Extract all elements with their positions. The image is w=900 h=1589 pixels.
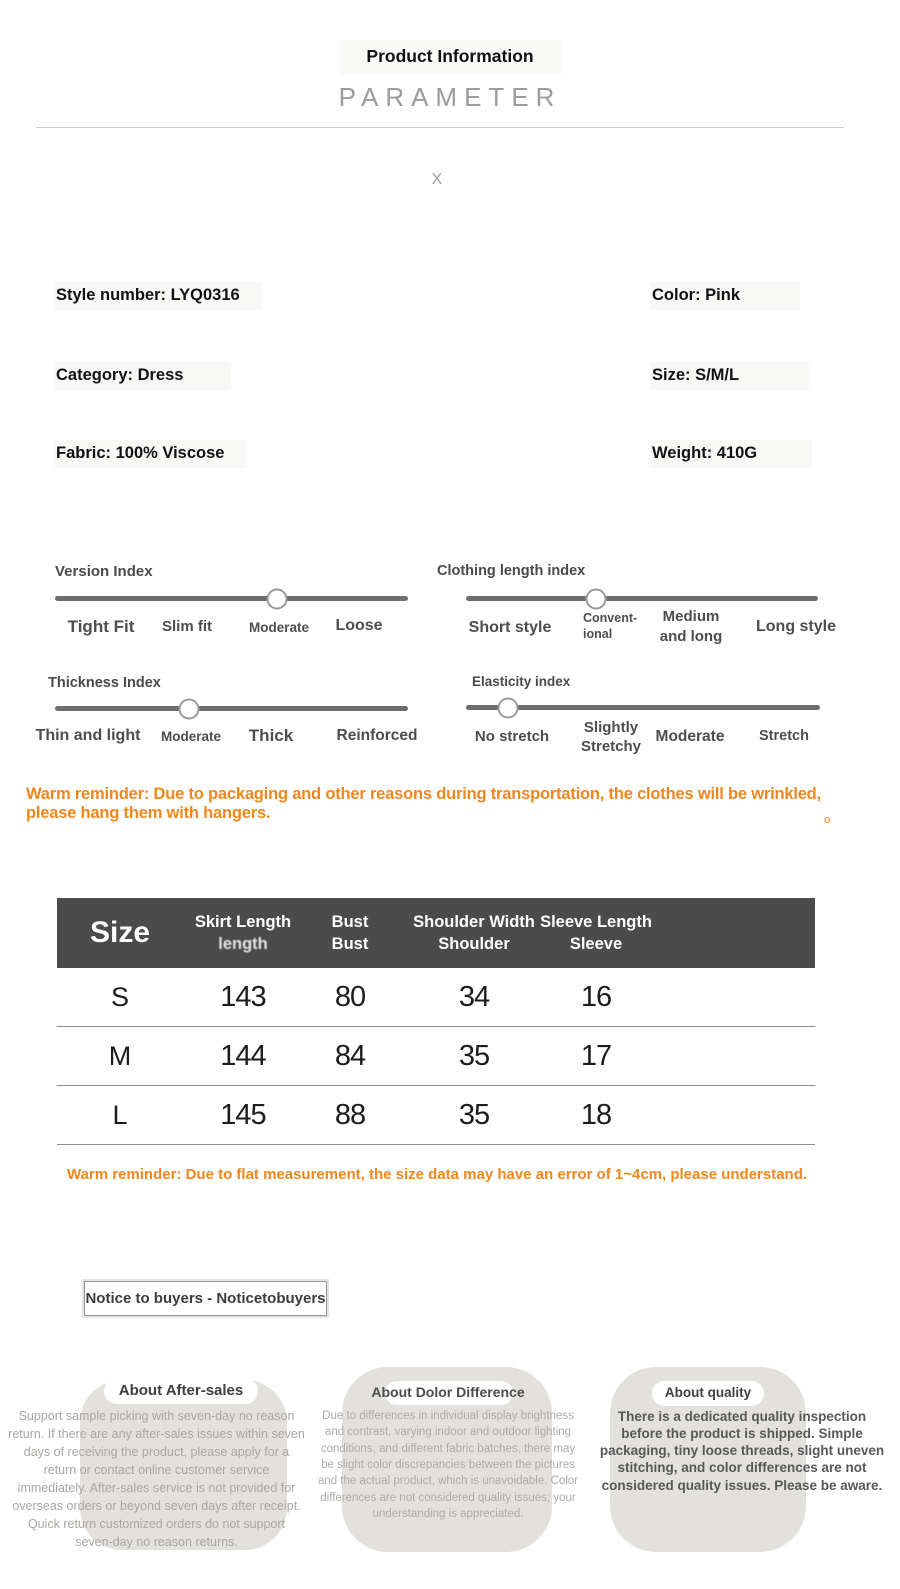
cell-skirt-length: 143 [220, 980, 266, 1013]
cell-shoulder: 35 [458, 1039, 490, 1072]
cell-size: L [112, 1099, 128, 1130]
attribute-fabric [54, 444, 246, 463]
header-line: Shoulder Width [413, 912, 535, 931]
size-table-header [57, 898, 815, 968]
slider-label-thin-and-light: Thin and light [35, 727, 141, 744]
card-color-difference-title: About Dolor Difference [371, 1384, 525, 1400]
header-cell-bust [303, 898, 397, 968]
slider-knob-thickness [179, 698, 200, 719]
slider-label-slightly-stretchy [581, 719, 641, 757]
slider-label-moderate-2: Moderate [160, 729, 222, 744]
card-quality-title: About quality [664, 1385, 752, 1400]
card-after-sales-title: About After-sales [118, 1382, 244, 1399]
header-divider [36, 127, 844, 128]
attribute-weight [650, 444, 812, 463]
label-line: and long [659, 627, 723, 645]
slider-label-conventional [583, 611, 637, 642]
slider-title-elasticity: Elasticity index [472, 674, 571, 689]
cell-sleeve: 18 [580, 1098, 612, 1131]
slider-label-medium-and-long [660, 607, 723, 646]
warm-reminder-packaging [26, 785, 856, 824]
attribute-text: Category: Dress [54, 362, 231, 390]
attribute-text: Weight: 410G [650, 440, 812, 468]
header-cell-empty [641, 898, 815, 968]
label-line: Medium [662, 608, 720, 625]
slider-label-moderate-3: Moderate [655, 728, 725, 745]
cell-skirt-length: 144 [220, 1039, 266, 1072]
slider-label-thick: Thick [248, 726, 294, 745]
page-title-text: Product Information [338, 40, 561, 75]
slider-label-loose: Loose [335, 617, 383, 634]
slider-label-reinforced: Reinforced [336, 727, 418, 744]
slider-label-stretch: Stretch [759, 728, 809, 744]
notice-to-buyers-box: Notice to buyers - Noticetobuyers [84, 1281, 327, 1316]
card-after-sales-body: Support sample picking with seven-day no reason return. If there are any after-sales issues within seven days of receiving the product, please apply for a return or contact online customer service immediately. After-sales service is not provided for overseas orders or beyond seven days after receipt. Quick return customized orders do not support seven-day no reason returns. [8, 1409, 305, 1549]
cell-bust: 80 [334, 980, 366, 1013]
cell-bust: 88 [334, 1098, 366, 1131]
slider-label-moderate: Moderate [248, 620, 310, 635]
header-line: Sleeve Length [540, 912, 652, 931]
slider-track-version-index [55, 596, 408, 601]
label-line: Convent- [583, 611, 638, 625]
slider-title-version-index: Version Index [55, 563, 153, 580]
attribute-size [650, 366, 809, 385]
cell-sleeve: 16 [580, 980, 612, 1013]
table-row-s [57, 968, 815, 1027]
slider-label-long-style: Long style [755, 618, 837, 635]
slider-track-clothing-length [466, 596, 818, 601]
cell-size: S [110, 981, 129, 1012]
header-cell-size: Size [89, 915, 151, 949]
cell-bust: 84 [334, 1039, 366, 1072]
cell-skirt-length: 145 [220, 1098, 266, 1131]
cell-size: M [108, 1040, 132, 1071]
cell-sleeve: 17 [580, 1039, 612, 1072]
reminder-line: please hang them with hangers. [26, 804, 271, 823]
label-line: Stretchy [580, 737, 642, 755]
attribute-text: Size: S/M/L [650, 362, 809, 390]
attribute-text: Color: Pink [650, 282, 800, 310]
attribute-style-number [54, 286, 262, 305]
slider-track-elasticity [466, 705, 820, 710]
attribute-category [54, 366, 231, 385]
reminder-line: Warm reminder: Due to packaging and other reasons during transportation, the clothes will be wrinkled, [26, 785, 821, 803]
slider-knob-clothing-length [586, 588, 607, 609]
header-line: Bust [331, 912, 369, 931]
table-row-m [57, 1027, 815, 1086]
slider-label-short-style: Short style [468, 619, 552, 636]
slider-label-no-stretch: No stretch [474, 728, 550, 745]
page-title [0, 40, 900, 75]
label-line: ional [583, 626, 613, 641]
slider-label-slim-fit: Slim fit [161, 618, 213, 635]
watermark-x: X [431, 171, 443, 188]
table-row-l [57, 1086, 815, 1145]
cell-shoulder: 35 [458, 1098, 490, 1131]
slider-knob-version-index [267, 588, 288, 609]
slider-title-clothing-length: Clothing length index [437, 563, 586, 579]
label-line: Slightly [583, 719, 639, 736]
card-quality-body: There is a dedicated quality inspection before the product is shipped. Simple packaging, tiny loose threads, slight uneven stitching, and color differences are not considered quality issues. Please be aware. [599, 1409, 885, 1493]
parameter-subtitle: PARAMETER [338, 82, 562, 112]
header-line: Shoulder [438, 935, 510, 953]
slider-track-thickness [55, 706, 408, 711]
header-line: Bust [331, 935, 369, 953]
cell-empty [641, 1027, 815, 1085]
attribute-text: Style number: LYQ0316 [54, 282, 262, 310]
header-cell-shoulder [397, 898, 551, 968]
header-cell-skirt-length [183, 898, 303, 968]
size-table [57, 898, 815, 1145]
slider-label-tight-fit: Tight Fit [67, 617, 135, 636]
header-line: Sleeve [569, 935, 623, 953]
card-color-difference-body: Due to differences in individual display brightness and contrast, varying indoor and outdoor lighting conditions, and different fabric batches, there may be slight color discrepancies between the pictures and the actual product, which is unavoidable. Color differences are not considered quality issues; your understanding is appreciated. [317, 1410, 579, 1520]
header-line: Skirt Length [194, 912, 292, 931]
cell-empty [641, 1086, 815, 1144]
slider-title-thickness: Thickness Index [48, 675, 161, 691]
attribute-color [650, 286, 800, 305]
slider-knob-elasticity [498, 697, 519, 718]
cell-shoulder: 34 [458, 980, 490, 1013]
warm-reminder-measurement: Warm reminder: Due to flat measurement, the size data may have an error of 1~4cm, please understand. [66, 1166, 808, 1183]
stray-mark: o [824, 814, 831, 826]
attribute-text: Fabric: 100% Viscose [54, 440, 246, 468]
header-line: length [218, 935, 268, 953]
cell-empty [641, 968, 815, 1026]
header-cell-sleeve [540, 898, 652, 968]
